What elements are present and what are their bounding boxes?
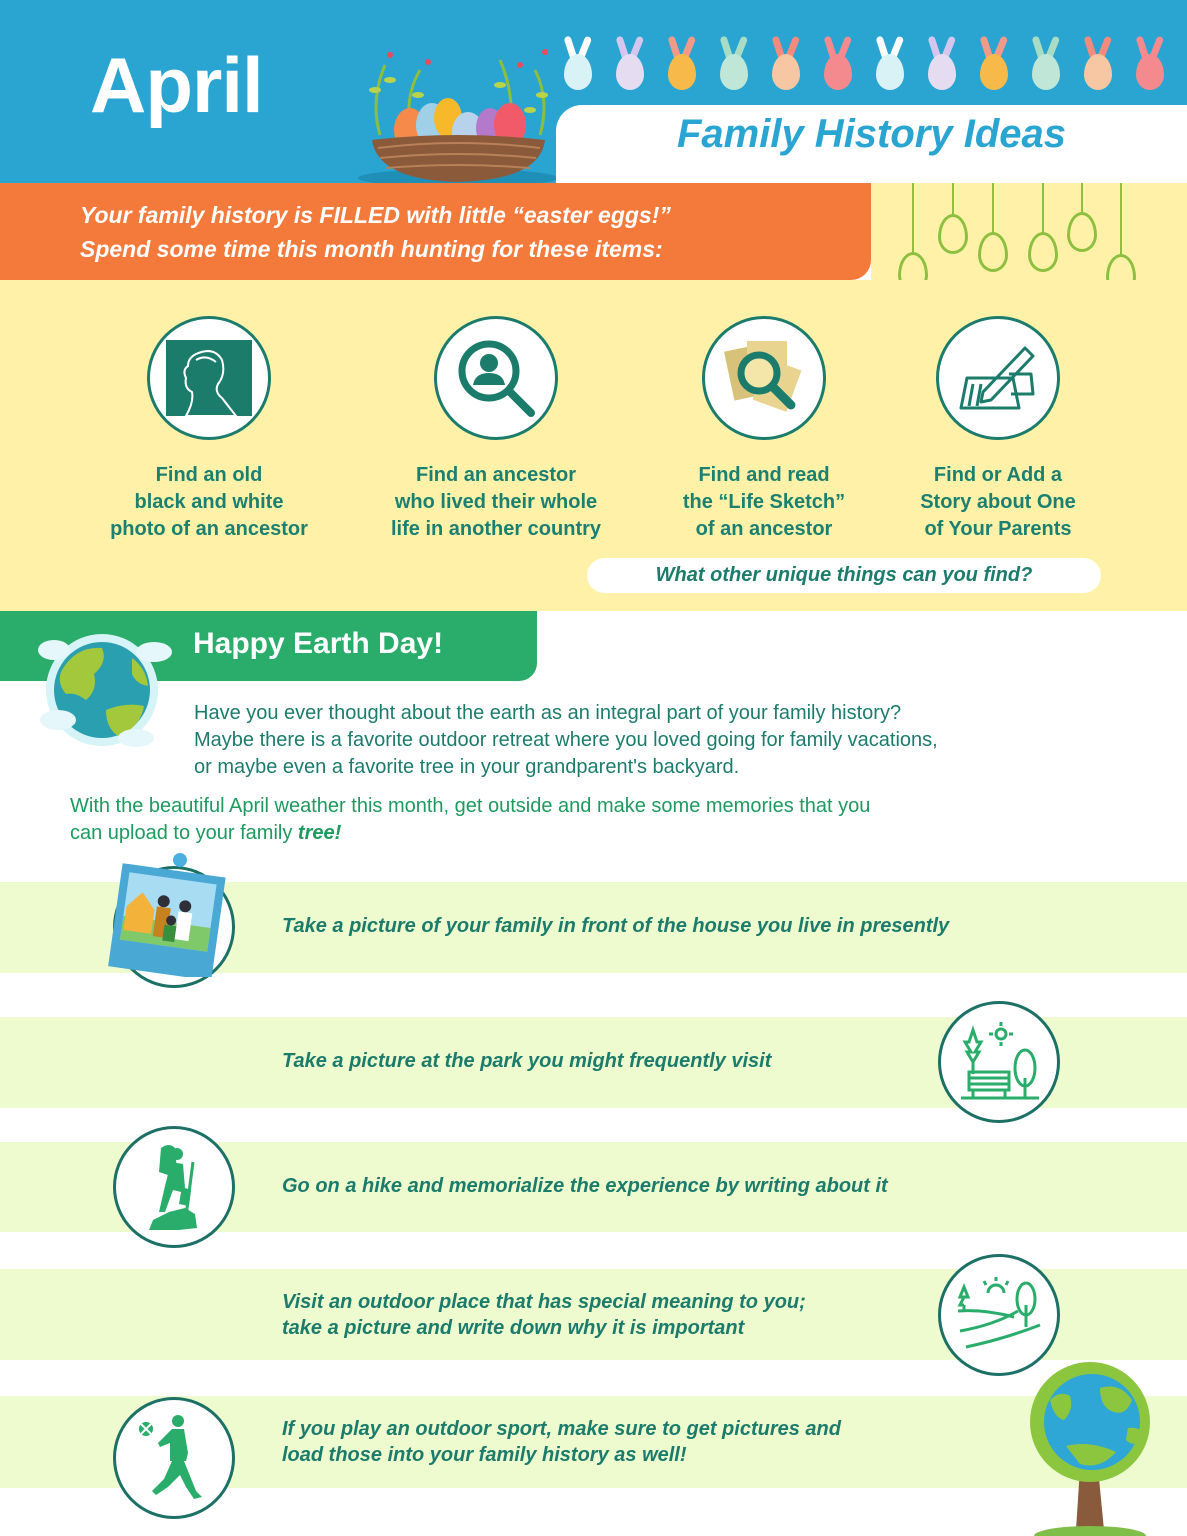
earth-day-paragraph: Have you ever thought about the earth as an integral part of your family history? Maybe there is a favorite outdoor retreat where you loved going for family vacations, or maybe even a favorite tree in your grandparent's backyard.	[194, 702, 938, 778]
bunny-egg-icon	[659, 20, 705, 90]
bunny-egg-icon	[1127, 20, 1173, 90]
bunny-egg-icon	[971, 20, 1017, 90]
hiker-icon	[139, 1142, 209, 1232]
family-photo-icon	[108, 852, 228, 977]
intro-text	[80, 198, 860, 266]
month-title: April	[90, 41, 263, 129]
bunny-egg-icon	[919, 20, 965, 90]
landscape-icon-frame	[938, 1254, 1060, 1376]
earth-tree-icon	[1020, 1360, 1170, 1536]
activity-3-text: Go on a hike and memorialize the experience by writing about it	[282, 1175, 888, 1197]
other-things-prompt: What other unique things can you find?	[587, 558, 1101, 593]
intro-line-1: Your family history is FILLED with little “easter eggs!”	[80, 202, 671, 228]
easter-nest-icon	[350, 40, 565, 188]
page-title: Family History Ideas	[676, 112, 1067, 156]
activity-2-text: Take a picture at the park you might frequently visit	[282, 1050, 772, 1072]
bunny-egg-icon	[867, 20, 913, 90]
bunny-egg-icon	[1023, 20, 1069, 90]
activity-1-text: Take a picture of your family in front of the house you live in presently	[282, 915, 950, 937]
bunny-egg-icon	[1075, 20, 1121, 90]
park-bench-icon	[957, 1022, 1041, 1102]
bunny-egg-icon	[815, 20, 861, 90]
intro-line-2: Spend some time this month hunting for these items:	[80, 236, 663, 262]
item-life-sketch: Find and read the “Life Sketch” of an ancestor	[634, 316, 894, 543]
item-parent-story: Find or Add a Story about One of Your Parents	[868, 316, 1128, 543]
earth-globe-icon	[36, 628, 176, 748]
bunny-egg-icon	[711, 20, 757, 90]
activity-4-text: Visit an outdoor place that has special meaning to you; take a picture and write down why it is important	[282, 1291, 806, 1339]
item-search-ancestor: Find an ancestor who lived their whole life in another country	[366, 316, 626, 543]
bunny-egg-icon	[763, 20, 809, 90]
documents-magnifier-icon	[702, 316, 826, 440]
earth-day-heading: Happy Earth Day!	[193, 627, 444, 660]
landscape-icon	[954, 1275, 1044, 1355]
activity-5-text: If you play an outdoor sport, make sure to get pictures and load those into your family history as well!	[282, 1418, 841, 1466]
soccer-player-icon-frame	[113, 1397, 235, 1519]
tree-emphasis: tree!	[297, 822, 342, 844]
weather-paragraph: With the beautiful April weather this month, get outside and make some memories that you can upload to your family tree!	[70, 795, 871, 844]
item-old-photo: Find an old black and white photo of an ancestor	[79, 316, 339, 543]
soccer-player-icon	[134, 1413, 214, 1503]
park-bench-icon-frame	[938, 1001, 1060, 1123]
bunny-eggs-row	[555, 20, 1175, 90]
search-person-icon	[434, 316, 558, 440]
hiker-icon-frame	[113, 1126, 235, 1248]
writing-hand-icon	[936, 316, 1060, 440]
old-photo-icon	[147, 316, 271, 440]
bunny-egg-icon	[607, 20, 653, 90]
